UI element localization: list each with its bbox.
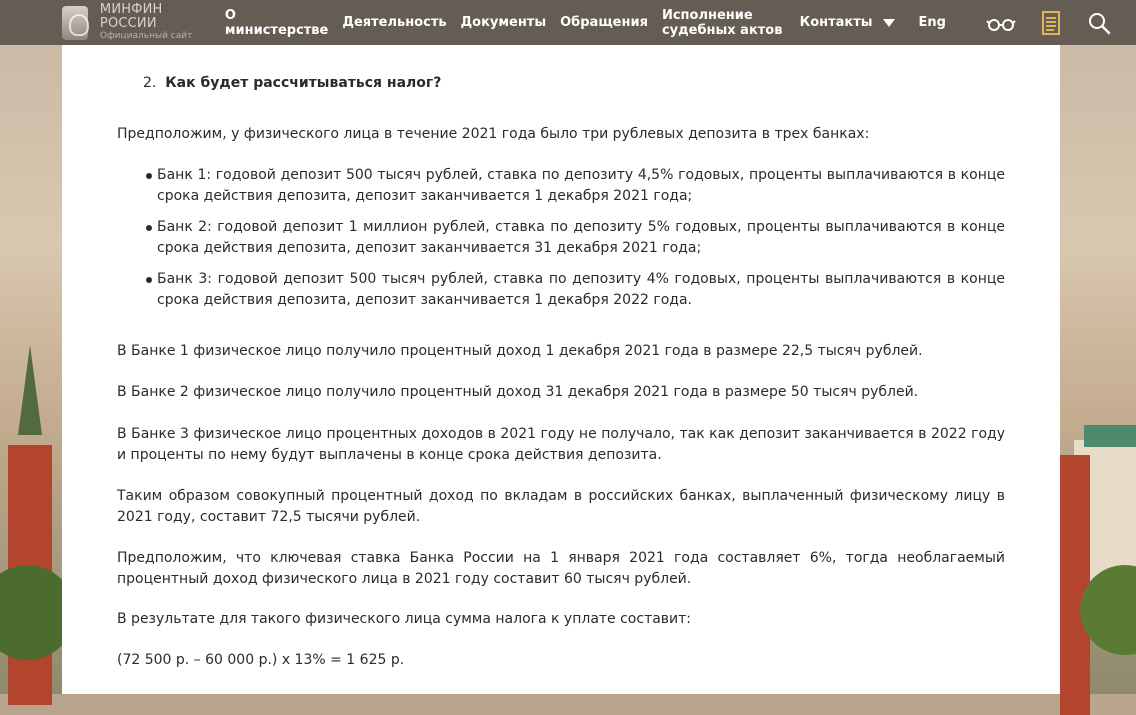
result-paragraph: В результате для такого физического лица сумма налога к уплате составит: — [117, 611, 692, 627]
bank-1-item: Банк 1: годовой депозит 500 тысяч рублей, ставка по депозиту 4,5% годовых, проценты выплачиваются в конце срока действия депозита, депозит заканчивается 1 декабря 2021 года; — [117, 165, 1005, 207]
left-background — [0, 45, 62, 694]
red-tower — [1060, 455, 1090, 715]
logo-subtitle: Официальный сайт — [99, 31, 193, 42]
total-income: Таким образом совокупный процентный доход по вкладам в российских банках, выплаченный физическому лицу в 2021 году, составит 72,5 тысячи рублей. — [117, 488, 1005, 525]
palace-roof — [1084, 425, 1136, 447]
chevron-down-icon[interactable] — [883, 19, 895, 27]
nav-activity[interactable]: Деятельность — [342, 15, 447, 30]
bank-2-income: В Банке 2 физическое лицо получило процентный доход 31 декабря 2021 года в размере 50 тысяч рублей. — [117, 384, 919, 400]
section-number: 2. — [143, 75, 157, 91]
tax-formula: (72 500 р. – 60 000 р.) х 13% = 1 625 р. — [117, 652, 405, 668]
nav-appeals[interactable]: Обращения — [560, 15, 648, 30]
document-icon[interactable] — [1040, 8, 1062, 38]
nav-court-acts[interactable]: Исполнение судебных актов — [661, 7, 783, 38]
site-header — [0, 0, 1136, 45]
content-card — [62, 45, 1060, 694]
logo-text — [100, 3, 207, 42]
site-logo[interactable] — [62, 3, 207, 42]
main-nav — [225, 8, 1136, 38]
bank-3-income: В Банке 3 физическое лицо процентных доходов в 2021 году не получало, так как депозит заканчивается в 2022 году и проценты по нему будут выплачены в конце срока действия депозита. — [117, 426, 1005, 463]
nav-contacts[interactable]: Контакты — [799, 15, 873, 30]
emblem-icon — [62, 6, 88, 40]
bank-2-item: Банк 2: годовой депозит 1 миллион рублей, ставка по депозиту 5% годовых, проценты выплачиваются в конце срока действия депозита, депозит заканчивается 31 декабря 2021 года; — [117, 217, 1005, 259]
bank-3-item: Банк 3: годовой депозит 500 тысяч рублей, ставка по депозиту 4% годовых, проценты выплачиваются в конце срока действия депозита, депозит заканчивается 1 декабря 2022 года. — [117, 269, 1005, 311]
glasses-icon[interactable] — [986, 8, 1016, 38]
key-rate-paragraph: Предположим, что ключевая ставка Банка России на 1 января 2021 года составляет 6%, тогда необлагаемый процентный доход физического лица в 2021 году составит 60 тысяч рублей. — [117, 550, 1005, 587]
intro-paragraph: Предположим, у физического лица в течение 2021 года было три рублевых депозита в трех банках: — [117, 126, 870, 142]
banks-list — [117, 165, 1005, 311]
section-heading — [143, 73, 441, 94]
search-icon[interactable] — [1086, 8, 1112, 38]
nav-about[interactable]: О министерстве — [224, 7, 329, 38]
bank-1-income: В Банке 1 физическое лицо получило процентный доход 1 декабря 2021 года в размере 22,5 тысяч рублей. — [117, 343, 923, 359]
logo-title: МИНФИН РОССИИ — [99, 2, 163, 31]
section-title: Как будет рассчитываться налог? — [165, 75, 442, 91]
tower-spire — [18, 345, 42, 435]
nav-documents[interactable]: Документы — [460, 15, 547, 30]
language-switch[interactable]: Eng — [918, 15, 946, 30]
right-background — [1060, 45, 1136, 694]
